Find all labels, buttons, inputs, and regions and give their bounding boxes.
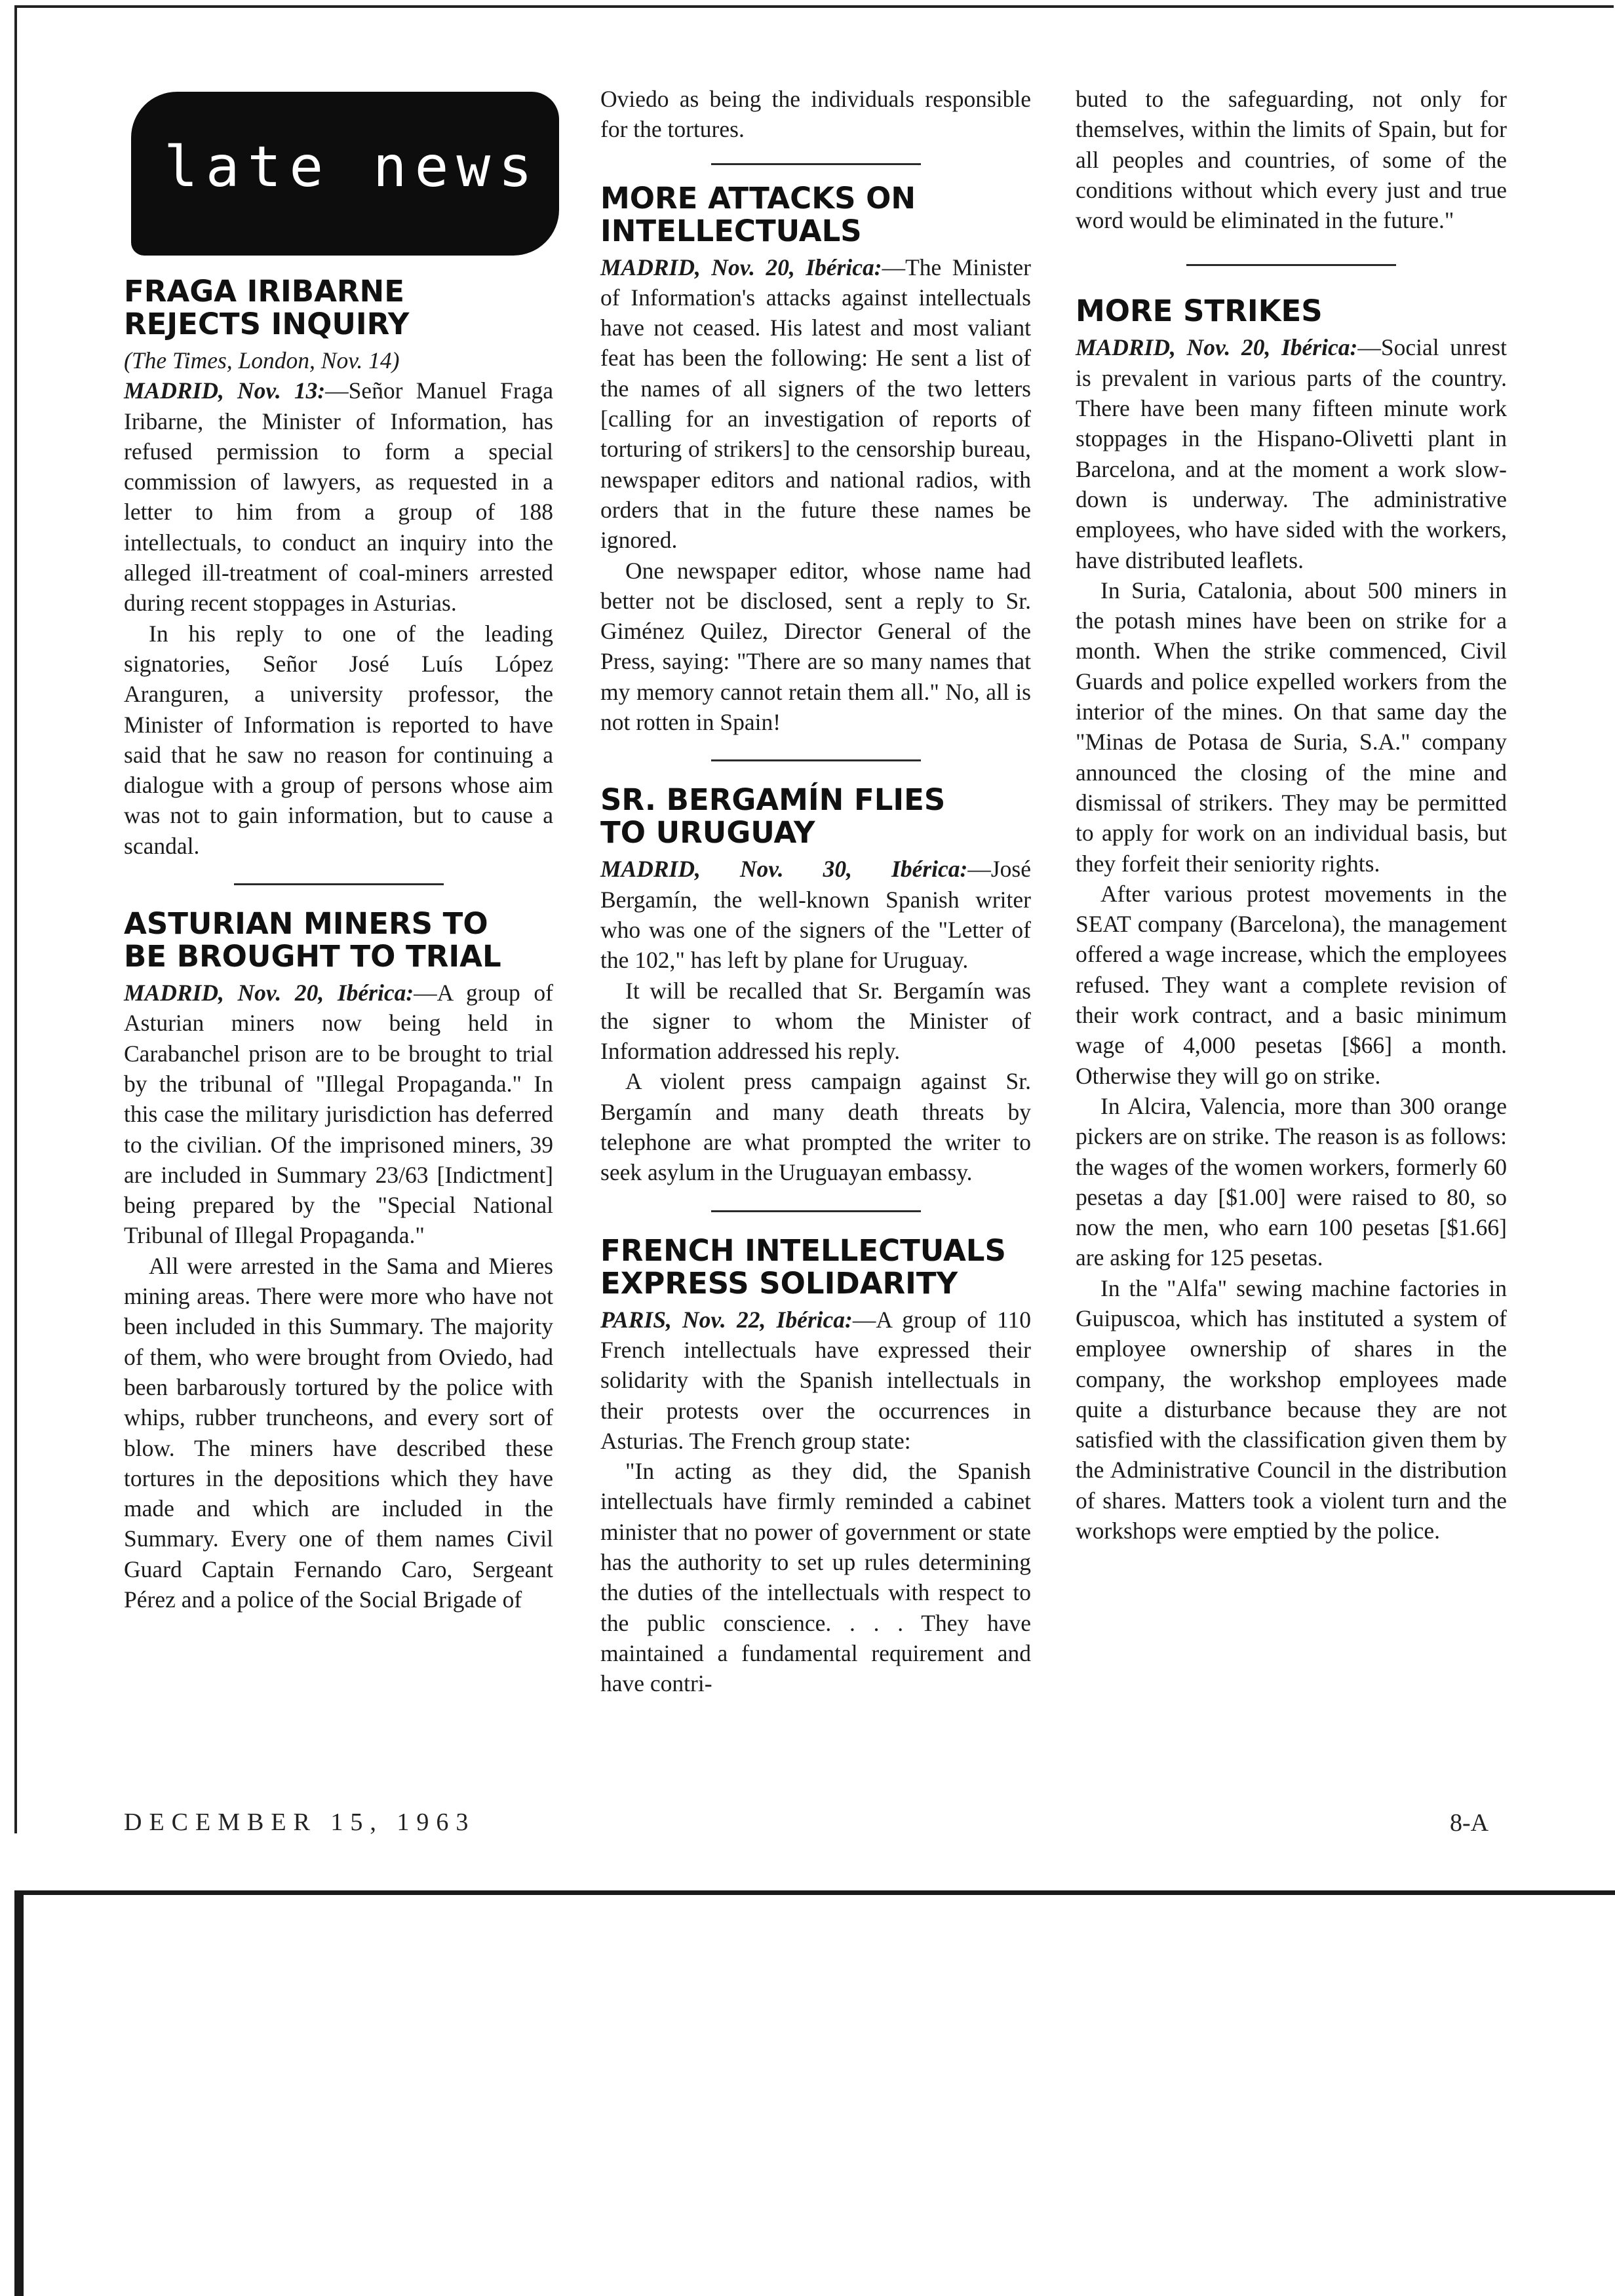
section-divider: [1186, 264, 1396, 266]
late-news-banner: late news: [131, 92, 559, 256]
page-border-left: [14, 5, 17, 1833]
page-number: 8-A: [1450, 1809, 1489, 1837]
headline: SR. BERGAMÍN FLIES TO URUGUAY: [600, 782, 946, 851]
headline: FRENCH INTELLECTUALS EXPRESS SOLIDARITY: [600, 1233, 1006, 1301]
headline: FRAGA IRIBARNE REJECTS INQUIRY: [124, 274, 410, 341]
dateline: MADRID, Nov. 20, Ibérica:: [124, 980, 414, 1006]
article-paragraph: buted to the safeguarding, not only for themselves, within the limits of Spain, but for all peoples and countries, of some of the conditions without which every just and true word would be eliminated in the future.": [1076, 86, 1507, 234]
bottom-edge-mark: [14, 1890, 24, 2296]
article-paragraph: Oviedo as being the individuals responsible for the tortures.: [600, 86, 1031, 143]
dateline: MADRID, Nov. 30, Ibérica:: [600, 856, 968, 883]
article-paragraph: In Suria, Catalonia, about 500 miners in the potash mines have been on strike for a month. When the strike commenced, Civil Guards and police expelled workers from the interior of the mines. On that same day the "Minas de Potasa de Suria, S.A." company announced the closing of the mine and dismissal of strikers. They may be permitted to apply for work on an individual basis, but they forfeit their seniority rights.: [1076, 577, 1507, 877]
dateline: PARIS, Nov. 22, Ibérica:: [600, 1306, 853, 1333]
article-paragraph: After various protest movements in the SEAT company (Barcelona), the management offered a wage increase, which the employees refused. They want a complete revision of their work contract, and a basic minimum wage of 4,000 pesetas [$66] a month. Otherwise they will go on strike.: [1076, 880, 1507, 1089]
dateline: MADRID, Nov. 20, Ibérica:: [1076, 334, 1358, 361]
article-paragraph: MADRID, Nov. 30, Ibérica:—José Bergamín, the well-known Spanish writer who was one of the signers of the "Letter of the 102," has left by plane for Uruguay.: [600, 856, 1031, 974]
article-paragraph: A violent press campaign against Sr. Bergamín and many death threats by telephone are what prompted the writer to seek asylum in the Uruguayan embassy.: [600, 1068, 1031, 1186]
article-paragraph: One newspaper editor, whose name had better not be disclosed, sent a reply to Sr. Giménez Quilez, Director General of the Press, saying: "There are so many names that my memory cannot retain them all." No, all is not rotten in Spain!: [600, 557, 1031, 736]
section-divider: [234, 883, 444, 885]
source-line: (The Times, London, Nov. 14): [124, 347, 400, 373]
article-paragraph: All were arrested in the Sama and Mieres mining areas. There were more who have not been included in this Summary. The majority of them, who were brought from Oviedo, had been barbarously tortured by the police with whips, rubber truncheons, and every sort of blow. The miners have described these tortures in the depositions which they have made and which are included in the Summary. Every one of them names Civil Guard Captain Fernando Caro, Sergeant Pérez and a police of the Social Brigade of: [124, 1252, 553, 1613]
column-2: [600, 84, 1031, 1698]
article-more-attacks: [600, 182, 1031, 738]
article-paragraph: In the "Alfa" sewing machine factories in Guipuscoa, which has instituted a system of employee ownership of shares in the company, the workshop employees made quite a disturbance because they are not satisfied with the classification given them by the Administrative Council in the distribution of shares. Matters took a violent turn and the workshops were emptied by the police.: [1076, 1274, 1507, 1544]
column-1: [124, 84, 553, 1615]
article-paragraph: MADRID, Nov. 20, Ibérica:—A group of Asturian miners now being held in Carabanchel prison are to be brought to trial by the tribunal of "Illegal Propaganda." In this case the military jurisdiction has deferred to the civilian. Of the imprisoned miners, 39 are included in Summary 23/63 [Indictment] being prepared by the "Special National Tribunal of Illegal Propaganda.": [124, 980, 553, 1249]
section-divider: [711, 1210, 921, 1212]
article-asturian-miners: [124, 908, 553, 1615]
article-paragraph: In his reply to one of the leading signatories, Señor José Luís López Aranguren, a university professor, the Minister of Information is reported to have said that he saw no reason for continuing a dialogue with a group of persons whose aim was not to gain information, but to cause a scandal.: [124, 620, 553, 859]
article-french-intellectuals: [600, 1234, 1031, 1699]
article-paragraph: PARIS, Nov. 22, Ibérica:—A group of 110 French intellectuals have expressed their solidarity with the Spanish intellectuals in their protests over the occurrences in Asturias. The French group state:: [600, 1306, 1031, 1454]
headline: MORE ATTACKS ON INTELLECTUALS: [600, 180, 916, 248]
article-paragraph: "In acting as they did, the Spanish intellectuals have firmly reminded a cabinet minister that no power of government or state has the authority to set up rules determining the duties of the intellectuals with respect to the public conscience. . . . They have maintained a fundamental requirement and have contri-: [600, 1458, 1031, 1697]
headline: ASTURIAN MINERS TO BE BROUGHT TO TRIAL: [124, 906, 501, 974]
article-bergamin: [600, 784, 1031, 1187]
article-paragraph: MADRID, Nov. 13:—Señor Manuel Fraga Iribarne, the Minister of Information, has refused permission to form a special commission of lawyers, as requested in a letter to him from a group of 188 intellectuals, to conduct an inquiry into the alleged ill-treatment of coal-miners arrested during recent stoppages in Asturias.: [124, 377, 553, 617]
article-paragraph: It will be recalled that Sr. Bergamín was the signer to whom the Minister of Information addressed his reply.: [600, 977, 1031, 1065]
article-paragraph: MADRID, Nov. 20, Ibérica:—The Minister of Information's attacks against intellectuals have not ceased. His latest and most valiant feat has been the following: He sent a list of the names of all signers of the two letters [calling for an investigation of reports of torturing of strikers] to the censorship bureau, newspaper editors and national radios, with orders that in the future these names be ignored.: [600, 254, 1031, 554]
section-divider: [711, 163, 921, 165]
article-paragraph: MADRID, Nov. 20, Ibérica:—Social unrest is prevalent in various parts of the country. There have been many fifteen minute work stoppages in the Hispano-Olivetti plant in Barcelona, and at the moment a work slow-down is underway. The administrative employees, who have sided with the workers, have distributed leaflets.: [1076, 334, 1507, 573]
article-fraga-iribarne: [124, 275, 553, 861]
page-border-top: [14, 5, 1614, 8]
dateline: MADRID, Nov. 20, Ibérica:: [600, 254, 882, 280]
column-3: [1076, 84, 1507, 1546]
dateline: MADRID, Nov. 13:: [124, 377, 326, 404]
footer-date: DECEMBER 15, 1963: [124, 1808, 476, 1836]
section-divider: [711, 759, 921, 761]
bottom-rule: [14, 1890, 1615, 1895]
article-more-strikes: [1076, 295, 1507, 1546]
article-paragraph: In Alcira, Valencia, more than 300 orange pickers are on strike. The reason is as follows: the wages of the women workers, formerly 60 pesetas a day [$1.00] were raised to 80, so now the men, who earn 100 pesetas [$1.66] are asking for 125 pesetas.: [1076, 1092, 1507, 1271]
headline: MORE STRIKES: [1076, 294, 1323, 329]
